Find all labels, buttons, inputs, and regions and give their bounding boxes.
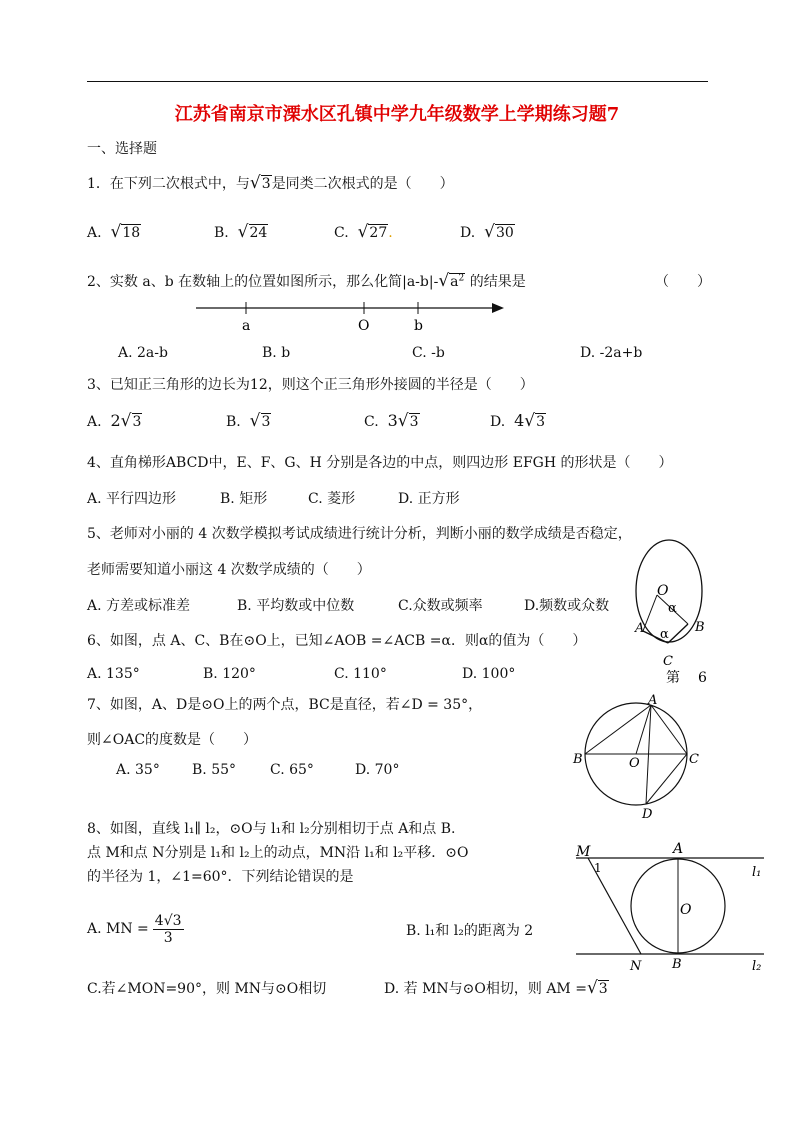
q4-option-b: B. 矩形 — [220, 491, 268, 507]
axis-arrow — [492, 303, 504, 313]
q8-option-a: A. MN = $\frac{4√3}{3}$ — [87, 912, 182, 946]
q2-answer-paren: （ ） — [655, 274, 711, 290]
q8-label-m: M — [576, 844, 591, 860]
q6-option-d: D. 100° — [462, 666, 516, 682]
q6-label-o: O — [657, 583, 669, 599]
label-b: b — [414, 318, 423, 334]
q3-option-d: D. 4√3 — [490, 411, 546, 431]
q7-line-ac — [651, 705, 687, 754]
q8-stem-line2: 点 M和点 N分别是 l₁和 l₂上的动点，MN沿 l₁和 l₂平移．⊙O — [87, 845, 469, 861]
q7-option-d: D. 70° — [355, 762, 400, 778]
q7-label-o: O — [629, 756, 640, 771]
q2-option-b: B. b — [262, 345, 291, 361]
q5-stem-line2: 老师需要知道小丽这 4 次数学成绩的（ ） — [87, 562, 371, 578]
q8-option-b: B. l₁和 l₂的距离为 2 — [406, 923, 534, 939]
q7-figure — [570, 692, 710, 822]
q2-option-d: D. -2a+b — [580, 345, 643, 361]
q6-label-alpha1: α — [668, 601, 677, 616]
q2-stem: 2、实数 a、b 在数轴上的位置如图所示，那么化简$|a-b|-√a^2$ 的结果是 — [87, 271, 526, 291]
label-a: a — [242, 318, 251, 334]
q6-option-b: B. 120° — [203, 666, 256, 682]
q1-option-c: C. √27. — [334, 222, 393, 242]
q3-stem: 3、已知正三角形的边长为12，则这个正三角形外接圆的半径是（ ） — [87, 377, 534, 393]
q8-label-l2: l₂ — [752, 959, 762, 974]
q1-option-b: B. √24 — [214, 222, 268, 242]
q7-option-b: B. 55° — [192, 762, 237, 778]
q3-option-a: A. 2√3 — [87, 411, 142, 431]
q5-stem-line1: 5、老师对小丽的 4 次数学模拟考试成绩进行统计分析，判断小丽的数学成绩是否稳定， — [87, 526, 632, 542]
q8-option-d: D. 若 MN与⊙O相切，则 AM =√3 — [384, 978, 608, 998]
q5-option-d: D.频数或众数 — [524, 598, 610, 614]
q6-stem: 6、如图，点 A、C、B在⊙O上，已知∠AOB =∠ACB =α．则α的值为（ ） — [87, 633, 587, 649]
q6-label-c: C — [663, 654, 673, 669]
q7-option-a: A. 35° — [116, 762, 160, 778]
q8-label-1: 1 — [594, 861, 602, 875]
q6-circle — [636, 540, 702, 642]
q5-option-b: B. 平均数或中位数 — [237, 598, 355, 614]
q6-label-alpha2: α — [660, 627, 669, 642]
q3-option-c: C. 3√3 — [364, 411, 419, 431]
q7-label-b: B — [573, 752, 583, 767]
q3-option-b: B. √3 — [226, 411, 271, 431]
q8-stem-line1: 8、如图，直线 l₁∥ l₂，⊙O与 l₁和 l₂分别相切于点 A和点 B. — [87, 821, 456, 837]
q4-option-a: A. 平行四边形 — [87, 491, 177, 507]
q8-label-a: A — [673, 841, 684, 857]
q1-stem: 1．在下列二次根式中，与√3是同类二次根式的是（ ） — [87, 173, 454, 193]
q1-option-d: D. √30 — [460, 222, 514, 242]
top-rule — [87, 81, 708, 82]
section-heading: 一、选择题 — [87, 141, 157, 157]
q6-option-a: A. 135° — [87, 666, 140, 682]
q7-stem-line2: 则∠OAC的度数是（ ） — [87, 732, 258, 748]
q7-label-c: C — [689, 752, 699, 767]
q7-line-ab — [585, 705, 651, 754]
q4-stem: 4、直角梯形ABCD中，E、F、G、H 分别是各边的中点，则四边形 EFGH 的形状是（ ） — [87, 455, 673, 471]
q4-option-c: C. 菱形 — [308, 491, 356, 507]
label-o: O — [358, 318, 370, 334]
q6-caption-2: 6 — [698, 670, 707, 686]
q8-option-c: C.若∠MON=90°，则 MN与⊙O相切 — [87, 981, 327, 997]
q7-option-c: C. 65° — [270, 762, 314, 778]
q8-stem-line3: 的半径为 1，∠1=60°．下列结论错误的是 — [87, 869, 354, 885]
q6-label-b: B — [695, 620, 705, 635]
q8-label-l1: l₁ — [752, 865, 762, 880]
q6-line-oa — [643, 595, 657, 631]
q8-label-b: B — [672, 957, 682, 972]
q2-option-c: C. -b — [412, 345, 445, 361]
q7-label-a: A — [648, 693, 658, 708]
q8-label-o: O — [680, 902, 692, 918]
number-line — [190, 296, 510, 336]
q5-option-c: C.众数或频率 — [398, 598, 483, 614]
q8-figure — [568, 838, 768, 976]
q8-label-n: N — [630, 959, 642, 974]
q2-option-a: A. 2a-b — [118, 345, 168, 361]
q6-figure — [628, 538, 718, 688]
q6-option-c: C. 110° — [334, 666, 387, 682]
q5-option-a: A. 方差或标准差 — [87, 598, 191, 614]
q4-option-d: D. 正方形 — [398, 491, 460, 507]
page-title: 江苏省南京市溧水区孔镇中学九年级数学上学期练习题7 — [174, 104, 620, 125]
q6-caption-1: 第 — [666, 670, 680, 686]
q7-stem-line1: 7、如图，A、D是⊙O上的两个点，BC是直径，若∠D = 35°， — [87, 697, 483, 713]
q1-option-a: A. √18 — [87, 222, 141, 242]
q7-label-d: D — [642, 807, 653, 822]
q6-label-a: A — [635, 621, 645, 636]
